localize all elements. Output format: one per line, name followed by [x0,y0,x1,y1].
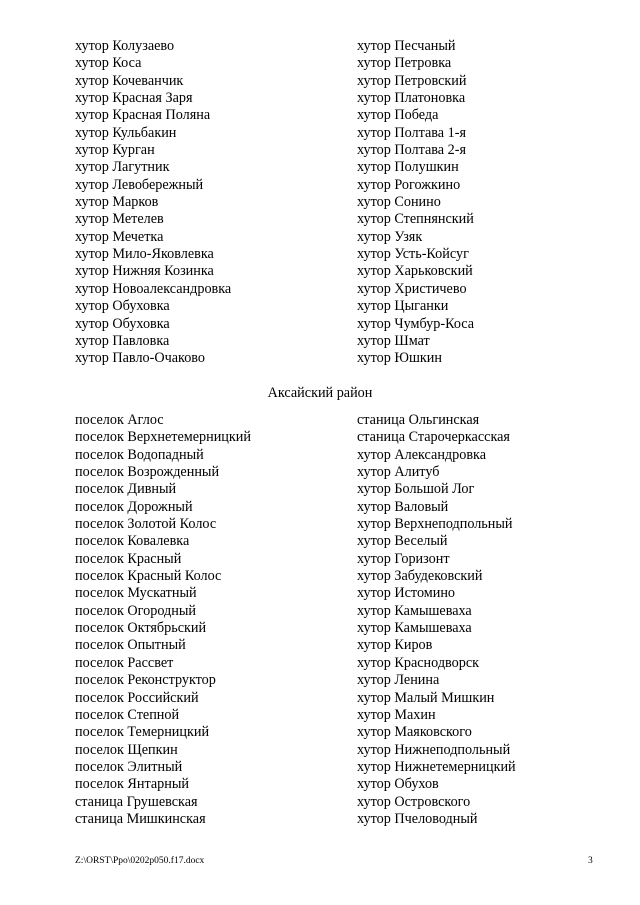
settlement-entry: станица Грушевская [75,793,198,810]
settlement-entry: хутор Александровка [357,446,486,463]
settlement-entry: хутор Павло-Очаково [75,350,205,367]
settlement-entry: хутор Обухов [357,776,439,793]
settlement-column-left [75,412,357,828]
settlement-entry: поселок Дорожный [75,498,193,515]
settlement-entry: хутор Веселый [357,533,448,550]
settlement-list-block-2 [75,412,575,828]
settlement-entry: хутор Колузаево [75,38,175,54]
settlement-entry: хутор Сонино [357,194,441,211]
settlement-entry: хутор Полтава 2-я [357,142,466,159]
settlement-entry: хутор Маяковского [357,724,472,741]
settlement-entry: поселок Дивный [75,481,177,498]
settlement-entry: хутор Киров [357,637,433,654]
settlement-entry: поселок Ковалевка [75,533,190,550]
settlement-entry: хутор Цыганки [357,298,449,315]
footer-file-path: Z:\ORST\Ppo\0202p050.f17.docx [75,856,205,866]
settlement-entry: поселок Опытный [75,637,186,654]
settlement-entry: хутор Камышеваха [357,620,472,637]
settlement-entry: хутор Алитуб [357,464,440,481]
settlement-entry: хутор Метелев [75,211,164,228]
settlement-entry: хутор Песчаный [357,38,456,54]
settlement-entry: поселок Красный Колос [75,568,222,585]
settlement-entry: поселок Золотой Колос [75,516,217,533]
settlement-entry: поселок Верхнетемерницкий [75,429,251,446]
settlement-entry: поселок Степной [75,706,180,723]
settlement-entry: хутор Истомино [357,585,456,602]
settlement-entry: поселок Мускатный [75,585,197,602]
settlement-entry: поселок Российский [75,689,199,706]
district-heading: Аксайский район [267,385,373,401]
settlement-entry: хутор Шмат [357,332,430,349]
settlement-entry: хутор Победа [357,107,439,124]
settlement-entry: хутор Красная Поляна [75,107,211,124]
settlement-entry: хутор Нижнетемерницкий [357,758,516,775]
settlement-entry: поселок Возрожденный [75,464,220,481]
settlement-entry: хутор Верхнеподпольный [357,516,513,533]
settlement-entry: поселок Октябрьский [75,620,207,637]
settlement-entry: поселок Рассвет [75,654,174,671]
settlement-entry: хутор Степнянский [357,211,474,228]
settlement-entry: хутор Павловка [75,332,170,349]
settlement-entry: хутор Нижняя Козинка [75,263,214,280]
settlement-entry: хутор Харьковский [357,263,473,280]
settlement-entry: поселок Элитный [75,758,183,775]
settlement-entry: хутор Левобережный [75,176,204,193]
settlement-entry: хутор Коса [75,55,142,72]
settlement-entry: хутор Полтава 1-я [357,124,466,141]
settlement-entry: хутор Малый Мишкин [357,689,495,706]
settlement-column-left [75,38,357,368]
settlement-entry: хутор Нижнеподпольный [357,741,511,758]
settlement-entry: поселок Янтарный [75,776,189,793]
settlement-entry: хутор Забудековский [357,568,483,585]
settlement-entry: станица Мишкинская [75,810,206,827]
settlement-entry: хутор Петровский [357,72,467,89]
settlement-column-right [357,412,575,828]
settlement-entry: хутор Петровка [357,55,452,72]
settlement-entry: хутор Камышеваха [357,602,472,619]
settlement-entry: станица Ольгинская [357,412,480,428]
settlement-entry: хутор Большой Лог [357,481,475,498]
settlement-entry: хутор Валовый [357,498,449,515]
settlement-entry: поселок Щепкин [75,741,178,758]
settlement-entry: хутор Ленина [357,672,440,689]
settlement-entry: хутор Христичево [357,280,467,297]
settlement-entry: хутор Узяк [357,228,423,245]
settlement-entry: хутор Марков [75,194,159,211]
settlement-entry: хутор Краснодворск [357,654,480,671]
settlement-entry: поселок Темерницкий [75,724,210,741]
settlement-entry: хутор Красная Заря [75,90,193,107]
settlement-entry: хутор Платоновка [357,90,466,107]
settlement-entry: поселок Аглос [75,412,164,428]
settlement-entry: хутор Юшкин [357,350,442,367]
settlement-entry: хутор Курган [75,142,155,159]
settlement-entry: поселок Водопадный [75,446,204,463]
settlement-entry: хутор Пчеловодный [357,810,478,827]
settlement-entry: хутор Обуховка [75,298,170,315]
settlement-entry: хутор Махин [357,706,436,723]
settlement-entry: станица Старочеркасская [357,429,510,446]
settlement-entry: хутор Кульбакин [75,124,177,141]
settlement-entry: хутор Мечетка [75,228,164,245]
settlement-column-right [357,38,575,368]
settlement-entry: хутор Рогожкино [357,176,461,193]
settlement-entry: хутор Лагутник [75,159,170,176]
settlement-entry: хутор Усть-Койсуг [357,246,469,263]
settlement-entry: хутор Новоалександровка [75,280,232,297]
settlement-entry: хутор Полушкин [357,159,459,176]
settlement-entry: поселок Красный [75,550,182,567]
footer-page-number: 3 [588,856,593,866]
settlement-entry: хутор Мило-Яковлевка [75,246,214,263]
settlement-entry: хутор Обуховка [75,315,170,332]
settlement-entry: поселок Огородный [75,602,196,619]
settlement-list-block-1 [75,38,575,368]
settlement-entry: хутор Островского [357,793,471,810]
settlement-entry: хутор Горизонт [357,550,450,567]
settlement-entry: поселок Реконструктор [75,672,216,689]
settlement-entry: хутор Кочеванчик [75,72,184,89]
settlement-entry: хутор Чумбур-Коса [357,315,475,332]
